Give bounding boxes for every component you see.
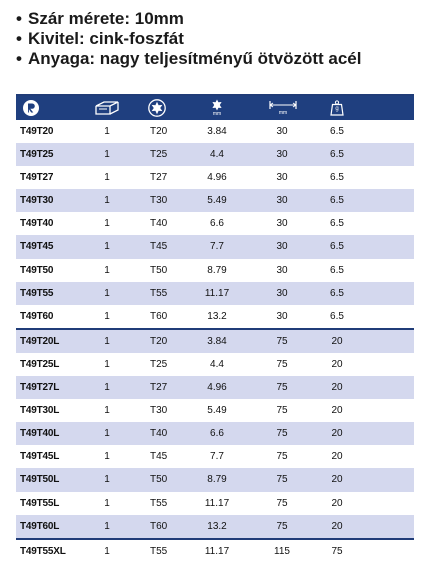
item-code-cell: T49T60L <box>20 520 60 532</box>
length-cell: 75 <box>276 428 288 440</box>
tip-size-cell: 11.17 <box>204 545 230 557</box>
weight-cell: 6.5 <box>330 195 344 207</box>
item-code-cell: T49T20L <box>20 335 60 347</box>
length-cell: 115 <box>274 545 290 557</box>
torx-size-cell: T55 <box>150 497 168 509</box>
tip-size-cell: 7.7 <box>210 451 224 463</box>
bullet-finish <box>16 29 361 49</box>
quantity-cell: 1 <box>104 358 110 370</box>
length-cell: 75 <box>276 497 288 509</box>
item-code-cell: T49T30 <box>20 195 54 207</box>
length-cell: 75 <box>276 474 288 486</box>
torx-size-icon <box>206 96 228 120</box>
quantity-cell: 1 <box>104 149 110 161</box>
torx-size-cell: T40 <box>150 218 168 230</box>
length-cell: 75 <box>276 382 288 394</box>
item-code-cell: T49T55XL <box>20 545 66 557</box>
feature-list <box>16 9 361 69</box>
torx-size-cell: T27 <box>150 382 168 394</box>
item-code-cell: T49T20 <box>20 126 54 137</box>
item-code-cell: T49T27L <box>20 382 60 394</box>
table-row <box>16 399 414 422</box>
quantity-cell: 1 <box>104 497 110 509</box>
weight-cell: 20 <box>331 497 343 509</box>
length-cell: 30 <box>276 287 288 299</box>
bullet-text: Szár mérete: 10mm <box>28 9 184 28</box>
tip-size-cell: 3.84 <box>207 335 227 347</box>
tip-size-cell: 13.2 <box>207 310 227 322</box>
table-row <box>16 328 414 353</box>
quantity-cell: 1 <box>104 405 110 417</box>
item-code-cell: T49T40 <box>20 218 54 230</box>
tip-size-cell: 7.7 <box>210 241 224 253</box>
length-cell: 30 <box>276 195 288 207</box>
item-code-cell: T49T25 <box>20 149 54 161</box>
table-row <box>16 376 414 399</box>
length-cell: 75 <box>276 358 288 370</box>
quantity-cell: 1 <box>104 545 110 557</box>
quantity-cell: 1 <box>104 218 110 230</box>
quantity-cell: 1 <box>104 428 110 440</box>
torx-size-cell: T55 <box>150 287 168 299</box>
torx-size-cell: T50 <box>150 264 168 276</box>
weight-cell: 6.5 <box>330 126 344 137</box>
unit-label: mm <box>278 110 288 116</box>
table-row <box>16 492 414 515</box>
bullet-text: Anyaga: nagy teljesítményű ötvözött acél <box>28 49 362 68</box>
unit-label: g <box>335 106 339 112</box>
quantity-cell: 1 <box>104 287 110 299</box>
weight-cell: 6.5 <box>330 264 344 276</box>
torx-size-cell: T20 <box>150 335 168 347</box>
brand-r-icon <box>20 96 42 120</box>
length-cell: 30 <box>276 172 288 184</box>
length-cell: 30 <box>276 218 288 230</box>
weight-cell: 20 <box>331 428 343 440</box>
torx-size-cell: T60 <box>150 520 168 532</box>
item-code-cell: T49T25L <box>20 358 60 370</box>
length-cell: 30 <box>276 149 288 161</box>
torx-size-cell: T45 <box>150 451 168 463</box>
table-row <box>16 538 414 563</box>
quantity-cell: 1 <box>104 310 110 322</box>
torx-size-cell: T20 <box>150 126 168 137</box>
quantity-cell: 1 <box>104 264 110 276</box>
bullet-text: Kivitel: cink-foszfát <box>28 29 184 48</box>
item-code-cell: T49T40L <box>20 428 60 440</box>
weight-cell: 6.5 <box>330 218 344 230</box>
tip-size-cell: 5.49 <box>207 195 227 207</box>
item-code-cell: T49T50L <box>20 474 60 486</box>
weight-cell: 20 <box>331 358 343 370</box>
table-row <box>16 120 414 143</box>
quantity-cell: 1 <box>104 520 110 532</box>
weight-cell: 20 <box>331 451 343 463</box>
length-cell: 30 <box>276 310 288 322</box>
weight-cell: 6.5 <box>330 287 344 299</box>
quantity-cell: 1 <box>104 335 110 347</box>
tip-size-cell: 6.6 <box>210 218 224 230</box>
table-row <box>16 212 414 235</box>
torx-size-cell: T25 <box>150 149 168 161</box>
table-row <box>16 515 414 538</box>
torx-size-cell: T60 <box>150 310 168 322</box>
length-cell: 75 <box>276 451 288 463</box>
quantity-cell: 1 <box>104 474 110 486</box>
item-code-cell: T49T27 <box>20 172 54 184</box>
weight-g-icon <box>326 96 348 120</box>
tip-size-cell: 3.84 <box>207 126 227 137</box>
torx-size-cell: T55 <box>150 545 168 557</box>
bullet-marker: • <box>16 49 22 68</box>
weight-cell: 20 <box>331 382 343 394</box>
table-row <box>16 445 414 468</box>
table-row <box>16 235 414 258</box>
tip-size-cell: 8.79 <box>207 474 227 486</box>
quantity-cell: 1 <box>104 126 110 137</box>
torx-size-cell: T45 <box>150 241 168 253</box>
bullet-material <box>16 49 361 69</box>
package-icon <box>92 96 122 120</box>
table-row <box>16 259 414 282</box>
torx-size-cell: T25 <box>150 358 168 370</box>
quantity-cell: 1 <box>104 451 110 463</box>
tip-size-cell: 4.4 <box>210 149 224 161</box>
weight-cell: 20 <box>331 520 343 532</box>
torx-size-cell: T50 <box>150 474 168 486</box>
bullet-shank-size <box>16 9 361 29</box>
length-cell: 75 <box>276 405 288 417</box>
item-code-cell: T49T55L <box>20 497 60 509</box>
tip-size-cell: 4.96 <box>207 382 227 394</box>
item-code-cell: T49T60 <box>20 310 54 322</box>
item-code-cell: T49T45L <box>20 451 60 463</box>
table-row <box>16 353 414 376</box>
bullet-marker: • <box>16 9 22 28</box>
quantity-cell: 1 <box>104 195 110 207</box>
tip-size-cell: 13.2 <box>207 520 227 532</box>
length-cell: 75 <box>276 520 288 532</box>
weight-cell: 20 <box>331 335 343 347</box>
bullet-marker: • <box>16 29 22 48</box>
torx-size-cell: T30 <box>150 195 168 207</box>
item-code-cell: T49T50 <box>20 264 54 276</box>
weight-cell: 6.5 <box>330 149 344 161</box>
table-row <box>16 166 414 189</box>
tip-size-cell: 5.49 <box>207 405 227 417</box>
weight-cell: 20 <box>331 405 343 417</box>
torx-size-cell: T27 <box>150 172 168 184</box>
length-mm-icon <box>268 96 298 120</box>
quantity-cell: 1 <box>104 241 110 253</box>
unit-label: mm <box>212 111 222 117</box>
weight-cell: 6.5 <box>330 241 344 253</box>
table-header <box>16 94 414 120</box>
tip-size-cell: 6.6 <box>210 428 224 440</box>
weight-cell: 75 <box>331 545 343 557</box>
weight-cell: 20 <box>331 474 343 486</box>
item-code-cell: T49T45 <box>20 241 54 253</box>
quantity-cell: 1 <box>104 382 110 394</box>
table-row <box>16 422 414 445</box>
torx-size-cell: T40 <box>150 428 168 440</box>
item-code-cell: T49T30L <box>20 405 60 417</box>
weight-cell: 6.5 <box>330 310 344 322</box>
table-row <box>16 189 414 212</box>
tip-size-cell: 4.96 <box>207 172 227 184</box>
weight-cell: 6.5 <box>330 172 344 184</box>
table-row <box>16 468 414 491</box>
tip-size-cell: 4.4 <box>210 358 224 370</box>
item-code-cell: T49T55 <box>20 287 54 299</box>
product-table <box>16 94 414 563</box>
table-body <box>16 120 414 563</box>
length-cell: 30 <box>276 264 288 276</box>
torx-star-icon <box>146 96 168 120</box>
length-cell: 30 <box>276 126 288 137</box>
tip-size-cell: 11.17 <box>204 497 230 509</box>
table-row <box>16 143 414 166</box>
length-cell: 75 <box>276 335 288 347</box>
table-row <box>16 282 414 305</box>
quantity-cell: 1 <box>104 172 110 184</box>
tip-size-cell: 8.79 <box>207 264 227 276</box>
length-cell: 30 <box>276 241 288 253</box>
torx-size-cell: T30 <box>150 405 168 417</box>
tip-size-cell: 11.17 <box>204 287 230 299</box>
table-row <box>16 305 414 328</box>
